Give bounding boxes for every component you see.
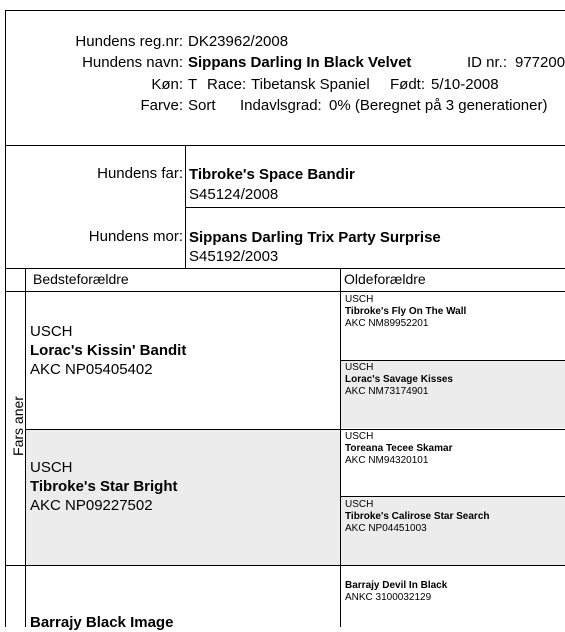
inbreeding-value: 0% (Beregnet på 3 generationer) [329, 97, 548, 114]
info-separator [5, 145, 565, 146]
gg-2-reg: AKC NM73174901 [345, 386, 429, 397]
mother-name: Sippans Darling Trix Party Surprise [189, 229, 441, 246]
gg-5-reg: ANKC 3100032129 [345, 592, 432, 603]
color-value: Sort [188, 97, 216, 114]
header-row-bottom [25, 291, 565, 292]
gg-1-bottom [340, 360, 565, 361]
grand-col-right-border [340, 268, 341, 627]
race-label: Race: [207, 76, 247, 93]
father-label: Hundens far: [97, 165, 183, 182]
name-value: Sippans Darling In Black Velvet [188, 54, 412, 71]
greatgrandparent-5 [345, 580, 447, 604]
gg-1-reg: AKC NM89952201 [345, 318, 429, 329]
gg-3-bottom [340, 496, 565, 497]
color-label: Farve: [140, 97, 183, 114]
sex-value: T [188, 76, 198, 93]
side-col-top [5, 291, 25, 292]
gg-3-name: Toreana Tecee Skamar [345, 443, 453, 454]
greatgrandparent-1 [345, 294, 466, 330]
gg-3-title: USCH [345, 431, 374, 442]
outer-top-border [5, 10, 565, 11]
sex-label: Køn: [151, 76, 183, 93]
col-header-greatgrandparents: Oldeforældre [344, 271, 426, 287]
inbreeding-label: Indavlsgrad: [240, 97, 322, 114]
grandparent-2 [30, 458, 178, 515]
race-value: Tibetansk Spaniel [251, 76, 370, 93]
greatgrandparent-3 [345, 431, 452, 467]
id-value: 977200 [515, 54, 565, 71]
grandparent-2-reg: AKC NP09227502 [30, 497, 153, 514]
born-value: 5/10-2008 [431, 76, 499, 93]
gg-2-title: USCH [345, 362, 374, 373]
grandparent-1-name: Lorac's Kissin' Bandit [30, 342, 187, 359]
gg-2-name: Lorac's Savage Kisses [345, 374, 453, 385]
grandparent-1-reg: AKC NP05405402 [30, 361, 153, 378]
grandparent-2-name: Tibroke's Star Bright [30, 478, 178, 495]
mother-reg: S45192/2003 [189, 248, 279, 265]
parents-separator [185, 207, 565, 208]
grandparent-1-title: USCH [30, 323, 73, 340]
gg-4-title: USCH [345, 499, 374, 510]
side-label-father: Fars aner [10, 396, 26, 456]
greatgrandparent-2 [345, 362, 453, 398]
gg-5-name: Barrajy Devil In Black [345, 580, 448, 591]
pedigree-top-border [5, 268, 565, 269]
outer-left-border [5, 10, 6, 627]
father-reg: S45124/2008 [189, 186, 279, 203]
father-name: Tibroke's Space Bandir [189, 166, 355, 183]
mother-label: Hundens mor: [88, 228, 183, 245]
gg-3-reg: AKC NM94320101 [345, 455, 429, 466]
id-label: ID nr.: [467, 54, 508, 71]
gg-1-name: Tibroke's Fly On The Wall [345, 306, 467, 317]
grandparent-3-name: Barrajy Black Image [30, 614, 174, 631]
grand-2-bottom [5, 565, 565, 566]
grand-1-bottom [25, 429, 565, 430]
col-header-grandparents: Bedsteforældre [33, 271, 129, 287]
gg-4-reg: AKC NP04451003 [345, 523, 427, 534]
gg-4-name: Tibroke's Calirose Star Search [345, 511, 490, 522]
greatgrandparent-4 [345, 499, 489, 535]
gg-1-title: USCH [345, 294, 374, 305]
reg-label: Hundens reg.nr: [75, 33, 183, 50]
born-label: Født: [390, 76, 426, 93]
name-label: Hundens navn: [82, 54, 183, 71]
grandparent-2-title: USCH [30, 459, 73, 476]
reg-value: DK23962/2008 [188, 33, 289, 50]
grandparent-1 [30, 322, 186, 379]
